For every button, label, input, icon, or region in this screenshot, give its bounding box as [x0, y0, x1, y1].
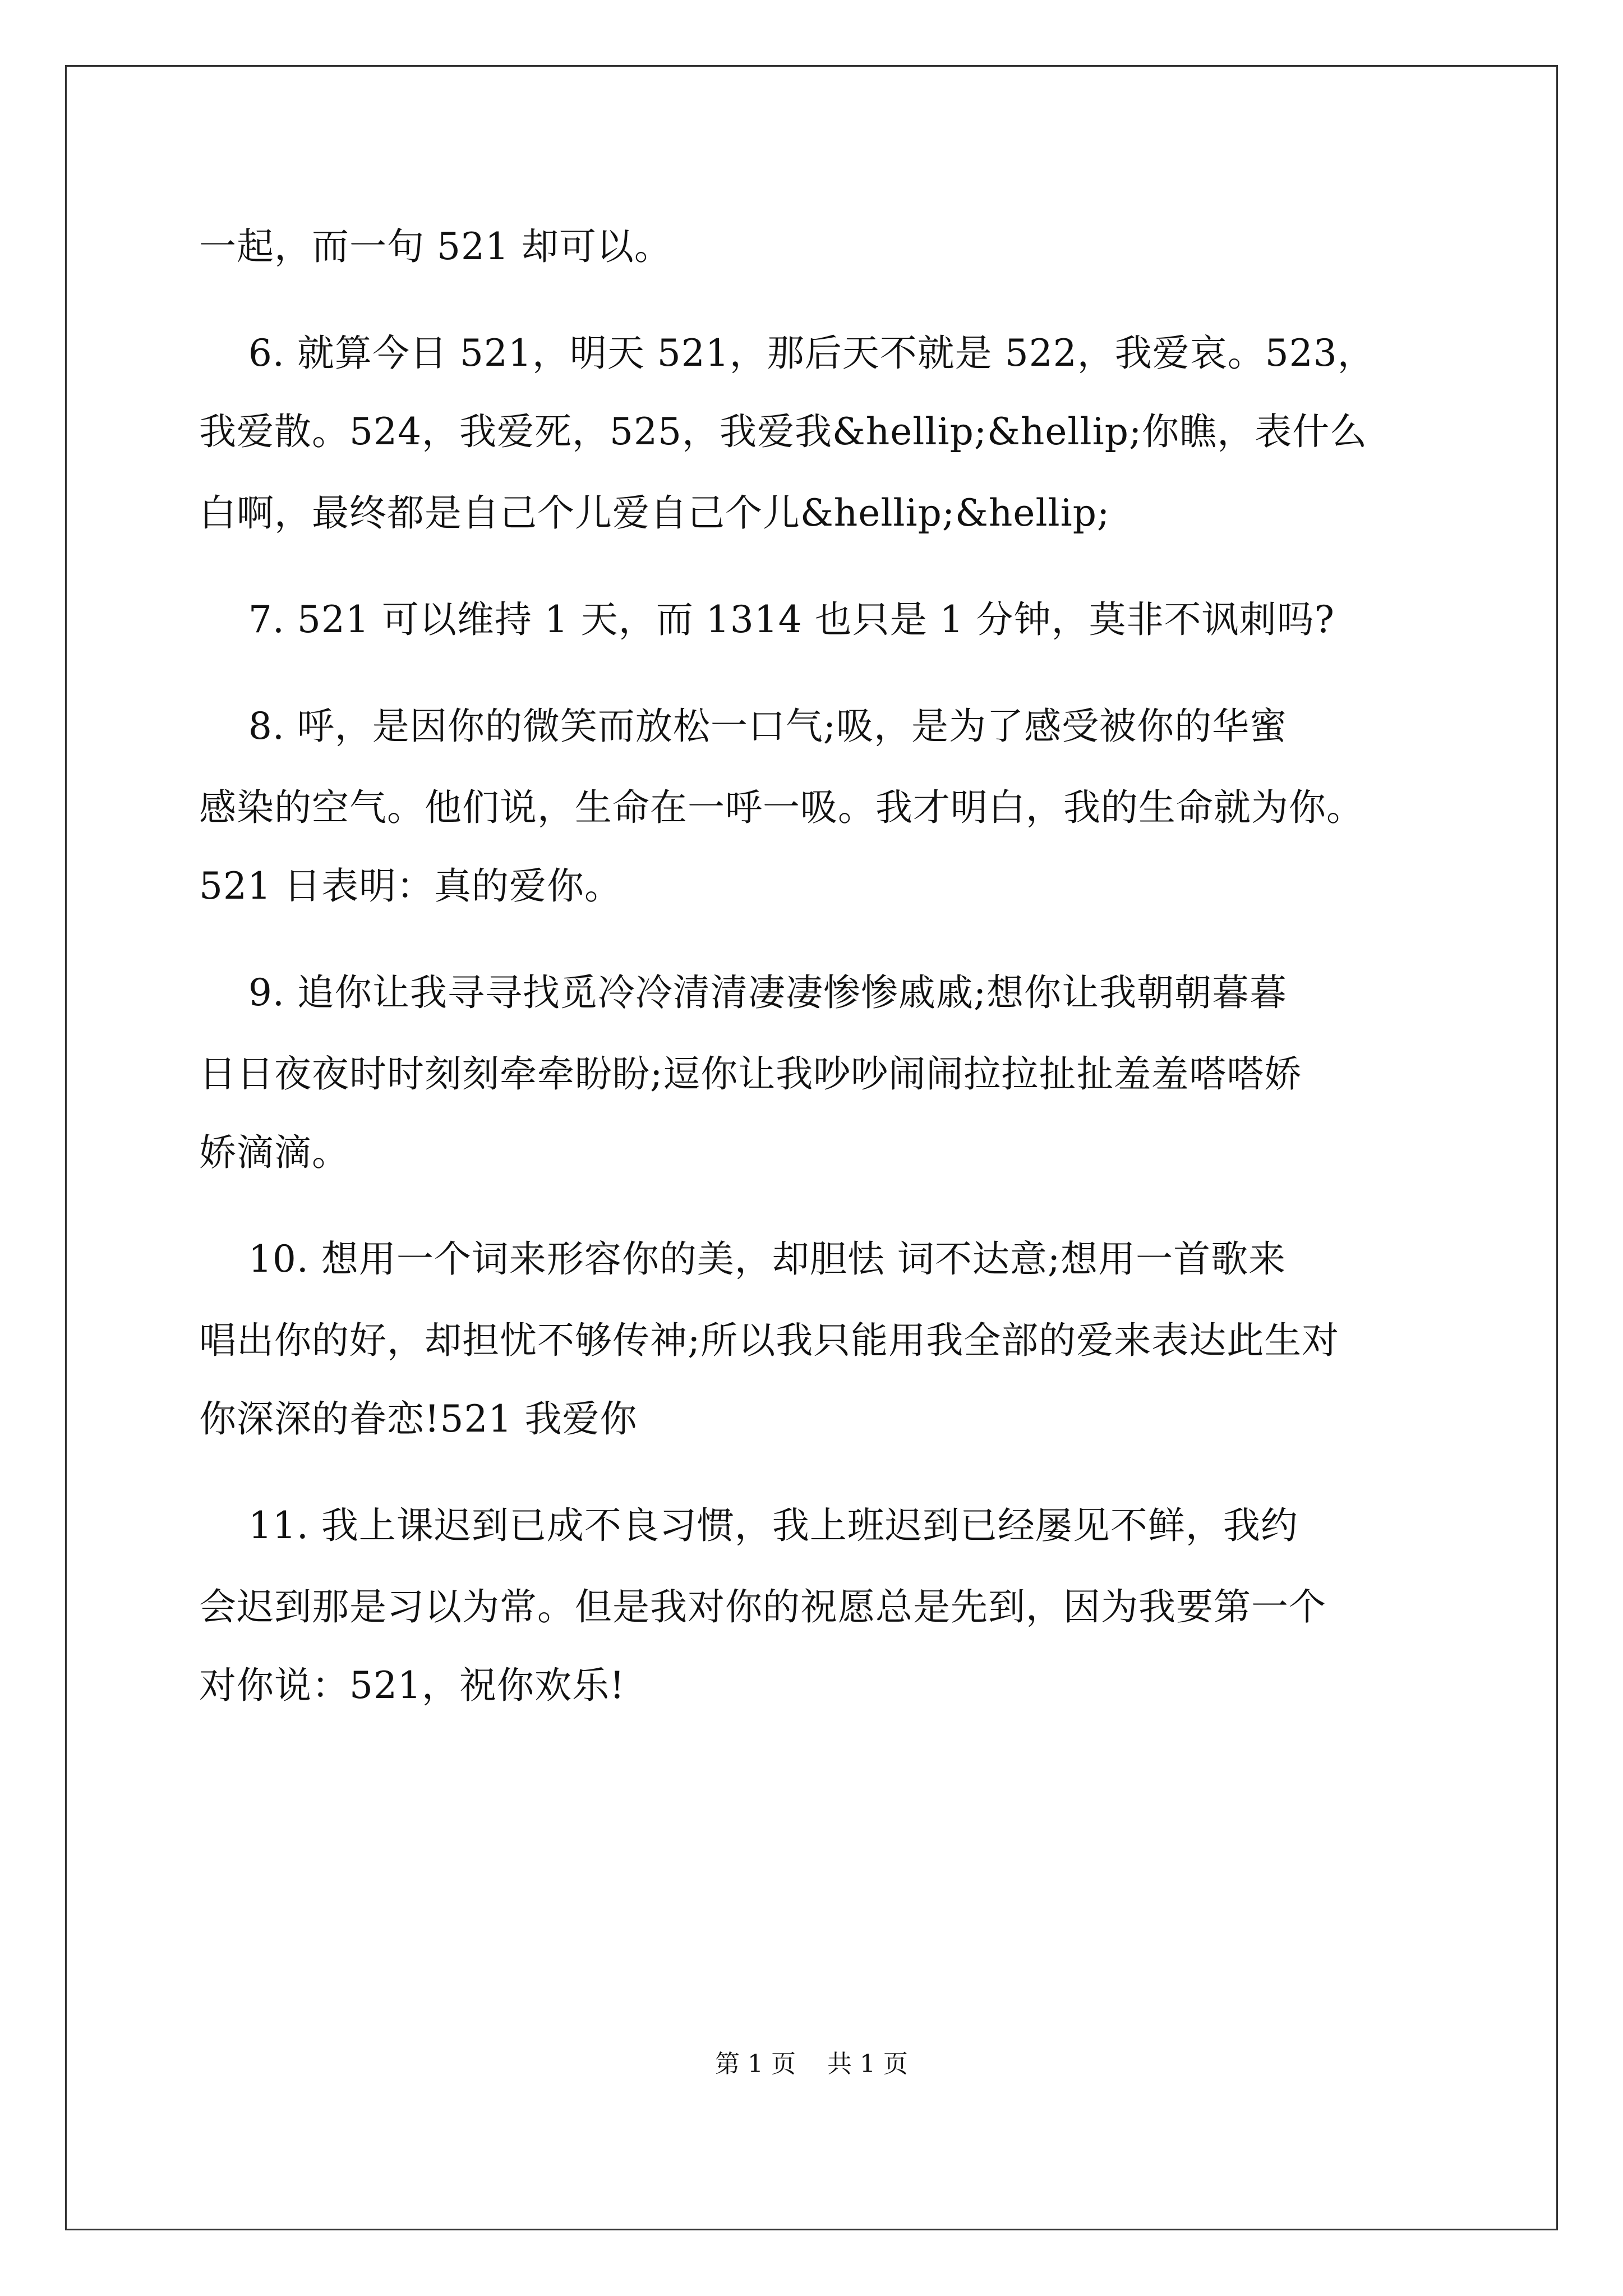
text-line: 8. 呼，是因你的微笑而放松一口气;吸，是为了感受被你的华蜜: [199, 705, 1288, 748]
text-line: 会迟到那是习以为常。但是我对你的祝愿总是先到，因为我要第一个: [199, 1585, 1326, 1628]
text-line: 11. 我上课迟到已成不良习惯，我上班迟到已经屡见不鲜，我约: [199, 1504, 1298, 1547]
text-line: 521 日表明：真的爱你。: [199, 864, 622, 908]
text-line: 日日夜夜时时刻刻牵牵盼盼;逗你让我吵吵闹闹拉拉扯扯羞羞嗒嗒娇: [199, 1052, 1302, 1096]
text-line: 一起，而一句 521 却可以。: [199, 225, 672, 268]
text-line: 你深深的眷恋!521 我爱你: [199, 1397, 638, 1441]
text-line: 娇滴滴。: [199, 1131, 349, 1174]
text-line: 感染的空气。他们说，生命在一呼一吸。我才明白，我的生命就为你。: [199, 786, 1364, 829]
text-line: 对你说：521，祝你欢乐!: [199, 1664, 625, 1707]
page-number-footer: 第 1 页 共 1 页: [715, 2050, 908, 2078]
text-line: 唱出你的好，却担忧不够传神;所以我只能用我全部的爱来表达此生对: [199, 1319, 1340, 1362]
text-line: 10. 想用一个词来形容你的美，却胆怯 词不达意;想用一首歌来: [199, 1237, 1287, 1281]
text-line: 6. 就算今日 521，明天 521，那后天不就是 522，我爱哀。523，: [199, 332, 1375, 375]
text-line: 白啊，最终都是自己个儿爱自己个儿&hellip;&hellip;: [199, 491, 1110, 535]
text-line: 9. 追你让我寻寻找觅冷冷清清凄凄惨惨戚戚;想你让我朝朝暮暮: [199, 971, 1288, 1014]
text-line: 7. 521 可以维持 1 天，而 1314 也只是 1 分钟，莫非不讽刺吗?: [199, 598, 1335, 641]
text-line: 我爱散。524，我爱死，525，我爱我&hellip;&hellip;你瞧，表什么: [199, 410, 1368, 453]
